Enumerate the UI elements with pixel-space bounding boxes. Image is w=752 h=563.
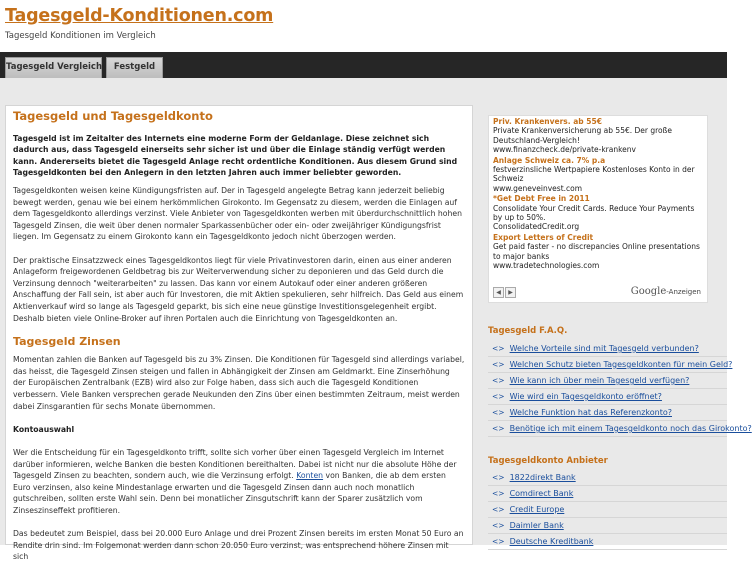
ads-footer <box>489 286 707 300</box>
paragraph-text: Wer die Entscheidung für ein Tagesgeldkonto trifft, sollte sich vorher über einen Tagesgeld Vergleich im Internet darüber informieren, welche Banken die besten Konditionen bereithalten. Dabei ist nicht nur die absolute Höhe der Tagesgeld Zinsen zu beachten, sondern auch, wie die Verzinsung erfolgt. <box>13 448 457 481</box>
faq-item[interactable] <box>488 389 727 405</box>
anbieter-item[interactable] <box>488 502 727 518</box>
ad-title[interactable]: Anlage Schweiz ca. 7% p.a <box>493 155 606 165</box>
ad-title[interactable]: Export Letters of Credit <box>493 232 594 242</box>
faq-link[interactable]: Wie wird ein Tagesgeldkonto eröffnet? <box>509 392 662 401</box>
faq-link[interactable]: Welche Vorteile sind mit Tagesgeld verbunden? <box>509 344 699 353</box>
ad-item[interactable] <box>489 194 707 232</box>
link-bullet-icon: <> <box>492 376 505 385</box>
site-title-link[interactable]: Tagesgeld-Konditionen.com <box>5 6 274 26</box>
link-bullet-icon: <> <box>492 360 505 369</box>
site-header <box>0 0 727 52</box>
anbieter-widget-title: Tagesgeldkonto Anbieter <box>488 456 608 466</box>
sidebar <box>480 78 752 546</box>
link-bullet-icon: <> <box>492 521 505 530</box>
ad-item[interactable] <box>489 233 707 271</box>
anzeigen-label: -Anzeigen <box>666 288 701 296</box>
ad-item[interactable] <box>489 117 707 155</box>
article-paragraph: Das bedeutet zum Beispiel, dass bei 20.000 Euro Anlage und drei Prozent Zinsen bereits im ersten Monat 50 Euro an Rendite drin sind. Im Folgemonat werden dann schon 20.050 Euro verzinst, was entsprechend höhere Zinsen mit sich <box>13 529 464 562</box>
faq-item[interactable] <box>488 357 733 373</box>
link-bullet-icon: <> <box>492 505 505 514</box>
site-tagline: Tagesgeld Konditionen im Vergleich <box>5 31 156 41</box>
paragraph-text: von Banken, die ab dem ersten Euro verzinsen, also keine Mindestanlage erwarten und die Tagesgeld Zinsen dann auch noch monatlich gutschreiben, sollten erste Wahl sein. Denn bei monatlicher Zinsgutschrift kann der Sparer zusätzlich vom Zinseszinseffekt profitieren. <box>13 471 446 515</box>
konten-link[interactable]: Konten <box>296 471 324 481</box>
tab-tagesgeld-vergleich[interactable]: Tagesgeld Vergleich <box>5 57 102 78</box>
anbieter-list <box>488 470 727 550</box>
anbieter-item[interactable] <box>488 534 727 550</box>
link-bullet-icon: <> <box>492 489 505 498</box>
anbieter-link[interactable]: Comdirect Bank <box>509 489 574 498</box>
ad-item[interactable] <box>489 156 707 194</box>
link-bullet-icon: <> <box>492 392 505 401</box>
ad-title[interactable]: Priv. Krankenvers. ab 55€ <box>493 117 602 126</box>
main-article <box>5 105 473 562</box>
google-logo: Google <box>630 286 667 297</box>
article-paragraph: Der praktische Einsatzzweck eines Tagesgeldkontos liegt für viele Privatinvestoren darin, einen aus einer anderen Anlageform freigewordenen Geldbetrag bis zur Weiterverwendung sicher zu deponieren und das Geld durch die Verzinsung dennoch "weiterarbeiten" zu lassen. Das kann vor einem Autokauf oder einer anderen größeren Anschaffung der Fall sein, ist aber auch für Investoren, die mit Aktien spekulieren, sehr hilfreich. Das Geld aus einem Aktienverkauf wird so lange als Tagesgeld geparkt, bis sich eine neue günstige Investitionsgelegenheit ergibt. Deshalb bieten viele Online-Broker auf ihren Portalen auch die Einrichtung von Tagesgeldkonten an. <box>13 255 464 323</box>
ad-next-arrow-icon[interactable]: ▶ <box>505 287 516 298</box>
link-bullet-icon: <> <box>492 537 505 546</box>
ad-text: festverzinsliche Wertpapiere Kostenloses Konto in der Schweiz <box>493 165 695 184</box>
content-area <box>0 78 752 562</box>
faq-link[interactable]: Welche Funktion hat das Referenzkonto? <box>509 408 672 417</box>
anbieter-item[interactable] <box>488 486 727 502</box>
article-heading: Tagesgeld und Tagesgeldkonto <box>13 109 213 123</box>
subheading-kontoauswahl: Kontoauswahl <box>13 424 75 434</box>
google-ads-label[interactable] <box>631 287 701 297</box>
ad-url[interactable]: www.geneveinvest.com <box>493 183 583 193</box>
link-bullet-icon: <> <box>492 344 505 353</box>
article-paragraph <box>13 447 465 517</box>
ad-url[interactable]: ConsolidatedCredit.org <box>493 222 580 232</box>
link-bullet-icon: <> <box>492 424 505 433</box>
article-intro: Tagesgeld ist im Zeitalter des Internets eine moderne Form der Geldanlage. Diese zeichnet sich dadurch aus, dass Tagesgeld einerseits sehr sicher ist und über die Einlage ständig verfügt werden kann. Andererseits bietet die Tagesgeld Anlage recht ordentliche Konditionen. Aus diesem Grund sind Tagesgeldkonten bei den Anlegern in den letzten Jahren auch immer beliebter geworden. <box>13 133 458 178</box>
link-bullet-icon: <> <box>492 473 505 482</box>
ad-text: Get paid faster - no discrepancies Online presentations to major banks <box>493 242 700 261</box>
link-bullet-icon: <> <box>492 408 505 417</box>
faq-link[interactable]: Wie kann ich über mein Tagesgeld verfügen? <box>509 376 690 385</box>
anbieter-link[interactable]: Deutsche Kreditbank <box>509 537 594 546</box>
faq-item[interactable] <box>488 405 727 421</box>
faq-list <box>488 341 752 437</box>
ad-url[interactable]: www.finanzcheck.de/private-krankenv <box>493 145 636 155</box>
faq-link[interactable]: Benötige ich mit einem Tagesgeldkonto noch das Girokonto? <box>509 424 752 433</box>
faq-item[interactable] <box>488 373 727 389</box>
anbieter-link[interactable]: 1822direkt Bank <box>509 473 576 482</box>
main-navigation <box>0 52 727 78</box>
ad-title[interactable]: *Get Debt Free in 2011 <box>493 194 590 204</box>
google-ads-block <box>488 115 708 303</box>
faq-item[interactable] <box>488 341 727 357</box>
ad-text: Private Krankenversicherung ab 55€. Der große Deutschland-Vergleich! <box>493 126 672 145</box>
anbieter-link[interactable]: Daimler Bank <box>509 521 564 530</box>
ad-prev-arrow-icon[interactable]: ◀ <box>493 287 504 298</box>
faq-widget-title: Tagesgeld F.A.Q. <box>488 326 568 336</box>
ad-url[interactable]: www.tradetechnologies.com <box>493 261 600 271</box>
section-heading-zinsen: Tagesgeld Zinsen <box>13 334 121 348</box>
tab-festgeld[interactable]: Festgeld <box>106 57 163 78</box>
anbieter-link[interactable]: Credit Europe <box>509 505 565 514</box>
faq-item[interactable] <box>488 421 752 437</box>
article-paragraph: Tagesgeldkonten weisen keine Kündigungsfristen auf. Der in Tagesgeld angelegte Betrag kann jederzeit beliebig bewegt werden, genau wie bei einem herkömmlichen Girokonto. Im Gegensatz zu diesem, werden die Einlagen auf dem Tagesgeldkonto allerdings verzinst. Viele Anbieter von Tagesgeldkonten werben mit überdurchschnittlich hohen Tagesgeld Zinsen, die weit über denen normaler Sparkassenbücher oder ein- oder zweijähriger Kündigungsfrist liegen. Im Gegensatz zu einem Girokonto kann ein Tagesgeldkonto jedoch nicht überzogen werden. <box>13 185 462 242</box>
ad-text: Consolidate Your Credit Cards. Reduce Your Payments by up to 50%. <box>493 203 695 223</box>
anbieter-item[interactable] <box>488 518 727 534</box>
anbieter-item[interactable] <box>488 470 727 486</box>
faq-link[interactable]: Welchen Schutz bieten Tagesgeldkonten für mein Geld? <box>509 360 733 369</box>
article-paragraph: Momentan zahlen die Banken auf Tagesgeld bis zu 3% Zinsen. Die Konditionen für Tagesgeld sind allerdings variabel, das heisst, die Tagesgeld Zinsen steigen und fallen in Abhängigkeit der Zinsen am Geldmarkt. Eine Zinserhöhung der Europäischen Zentralbank (EZB) wird also zur Folge haben, dass sich auch die Tagesgeld Konditionen verbessern. Viele Banken versprechen gerade Neukunden den Zins über einen bestimmten Zeitraum, meist werden dabei Zinsgarantien für sechs Monate übernommen. <box>13 355 465 411</box>
